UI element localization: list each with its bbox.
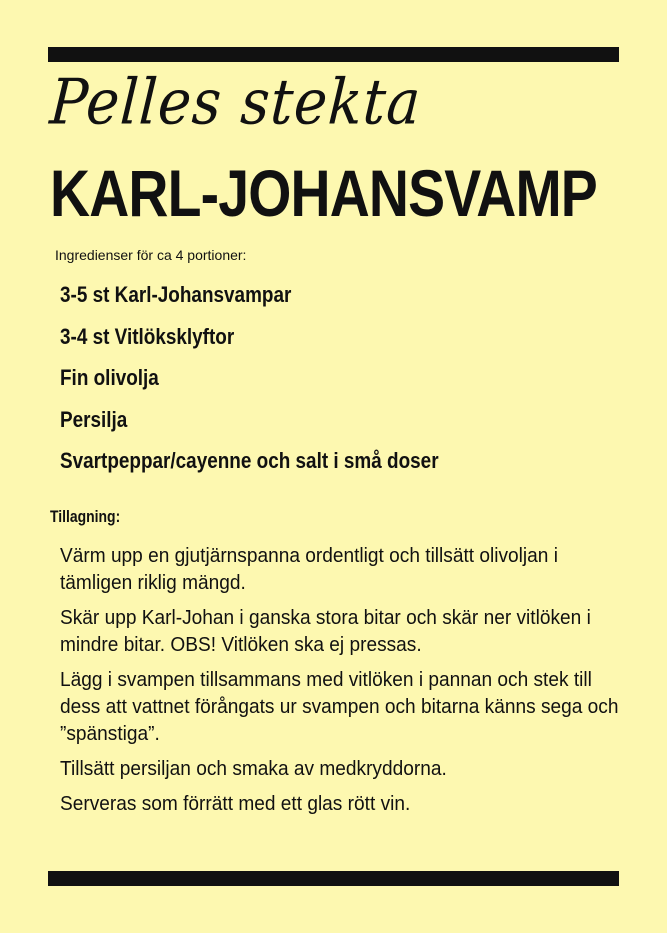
method-step: Värm upp en gjutjärnspanna ordentligt och tillsätt olivoljan i tämligen riklig mängd. <box>60 545 558 594</box>
method-steps <box>60 543 620 826</box>
bottom-rule <box>48 871 619 886</box>
ingredients-intro: Ingredienser för ca 4 portioner: <box>55 247 247 263</box>
ingredient-item: Fin olivolja <box>60 365 159 390</box>
method-step: Serveras som förrätt med ett glas rött vin. <box>60 793 411 815</box>
ingredient-item: Persilja <box>60 406 128 432</box>
ingredient-item: 3-4 st Vitlöksklyftor <box>60 323 235 349</box>
recipe-title: KARL-JOHANSVAMP <box>50 156 597 230</box>
recipe-subtitle-script: Pelles stekta <box>47 66 424 140</box>
method-step: Skär upp Karl-Johan i ganska stora bitar och skär ner vitlöken i mindre bitar. OBS! Vitlöken ska ej pressas. <box>60 607 591 656</box>
ingredient-list <box>60 282 500 490</box>
top-rule <box>48 47 619 62</box>
method-heading: Tillagning: <box>50 507 121 526</box>
ingredient-item: Svartpeppar/cayenne och salt i små doser <box>60 448 439 473</box>
ingredient-item: 3-5 st Karl-Johansvampar <box>60 282 292 307</box>
method-step: Lägg i svampen tillsammans med vitlöken i pannan och stek till dess att vattnet förångats ur svampen och bitarna känns sega och ”spänstiga”. <box>60 669 619 745</box>
method-step: Tillsätt persiljan och smaka av medkryddorna. <box>60 758 447 780</box>
